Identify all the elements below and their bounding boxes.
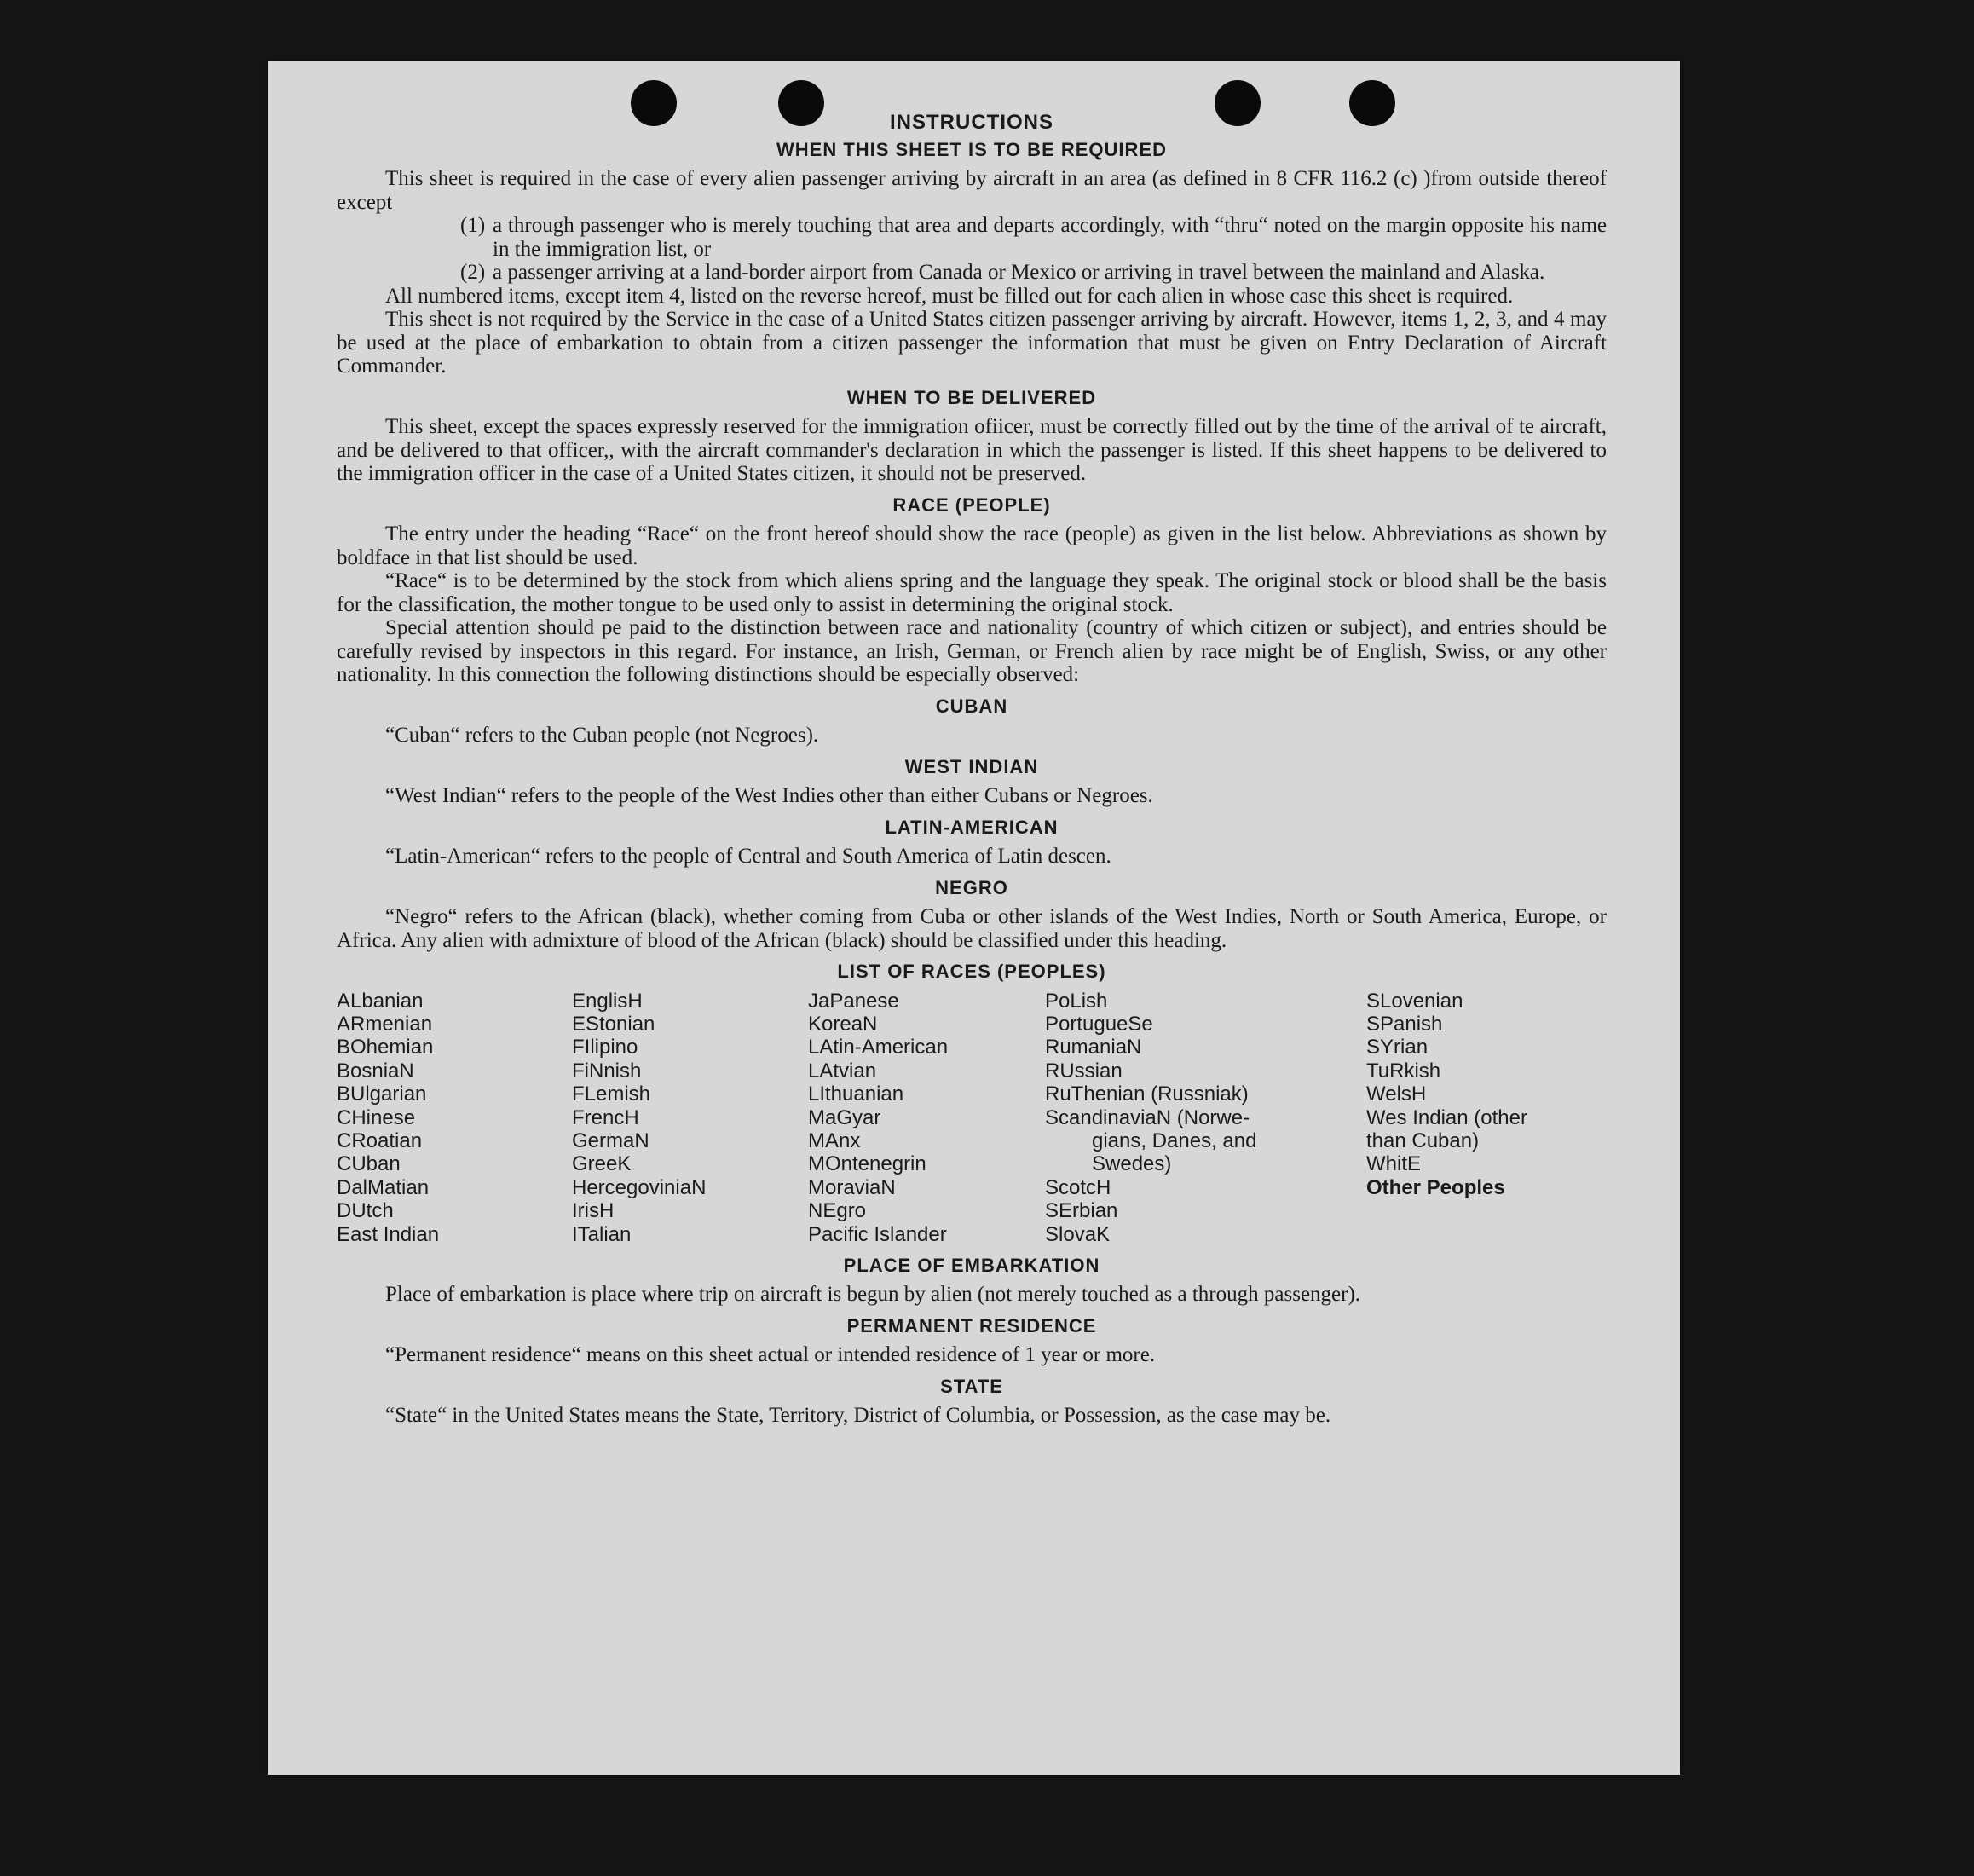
paragraph: “Permanent residence“ means on this sheet actual or intended residence of 1 year or more. <box>385 1343 1156 1367</box>
race-entry: FrencH <box>572 1105 639 1129</box>
paragraph: This sheet, except the spaces expressly reserved for the immigration ofiicer, must be correctly filled out by the time of the arrival of te aircraft, and be delivered to that officer,, with the aircraft commander's declaration in which the passenger is listed. If this sheet happens to be delivered to the immigration officer in the case of a United States citizen, it should not be preserved. <box>337 415 1607 485</box>
section-heading: NEGRO <box>935 876 1008 898</box>
race-entry: LIthuanian <box>808 1082 904 1106</box>
race-entry: BUlgarian <box>337 1082 427 1106</box>
race-entry: EStonian <box>572 1012 655 1036</box>
list-item <box>460 214 1607 261</box>
paragraph: Place of embarkation is place where trip on aircraft is begun by alien (not merely touched as a through passenger). <box>385 1283 1361 1307</box>
paragraph: This sheet is not required by the Service in the case of a United States citizen passenger arriving by aircraft. However, items 1, 2, 3, and 4 may be used at the place of embarkation to obtain from a citizen passenger the information that must be given on Entry Declaration of Aircraft Commander. <box>337 308 1607 378</box>
race-entry: IrisH <box>572 1199 615 1223</box>
paragraph: “Negro“ refers to the African (black), whether coming from Cuba or other islands of the West Indies, North or South America, Europe, or Africa. Any alien with admixture of blood of the African (black) should be classified under this heading. <box>337 905 1607 952</box>
race-entry: TuRkish <box>1366 1059 1441 1082</box>
section-heading: WEST INDIAN <box>904 755 1039 777</box>
section-heading: WHEN THIS SHEET IS TO BE REQUIRED <box>776 138 1167 160</box>
paragraph: “Race“ is to be determined by the stock from which aliens spring and the language they speak. The original stock or blood shall be the basis for the classification, the mother tongue to be used only to assist in determining the original stock. <box>337 569 1607 616</box>
race-entry: than Cuban) <box>1366 1128 1480 1152</box>
race-entry: gians, Danes, and <box>1092 1128 1257 1152</box>
race-entry: GermaN <box>572 1128 649 1152</box>
race-entry: MoraviaN <box>808 1175 896 1199</box>
race-entry: PortugueSe <box>1045 1012 1153 1036</box>
section-heading: LATIN-AMERICAN <box>885 816 1059 838</box>
instructions-body <box>337 111 1607 1428</box>
race-entry: ScandinaviaN (Norwe- <box>1045 1105 1250 1129</box>
race-entry: FIlipino <box>572 1036 638 1059</box>
races-column <box>337 990 572 1246</box>
section-heading: PLACE OF EMBARKATION <box>843 1254 1100 1276</box>
race-entry: HercegoviniaN <box>572 1175 707 1199</box>
section-heading: RACE (PEOPLE) <box>892 494 1051 516</box>
races-column <box>808 990 1045 1246</box>
race-entry: EnglisH <box>572 989 643 1013</box>
section-heading: STATE <box>940 1375 1003 1397</box>
section-heading: LIST OF RACES (PEOPLES) <box>837 961 1106 982</box>
race-entry: ALbanian <box>337 989 424 1013</box>
race-entry: WelsH <box>1366 1082 1427 1106</box>
races-column <box>1045 990 1366 1246</box>
paragraph: “Latin-American“ refers to the people of Central and South America of Latin descen. <box>385 845 1111 868</box>
race-entry: East Indian <box>337 1222 440 1246</box>
race-entry: Other Peoples <box>1366 1175 1505 1199</box>
races-column <box>572 990 808 1246</box>
race-entry: SErbian <box>1045 1199 1118 1223</box>
race-entry: RUssian <box>1045 1059 1123 1082</box>
race-entry: RuThenian (Russniak) <box>1045 1082 1249 1106</box>
list-item <box>460 261 1607 285</box>
paragraph: This sheet is required in the case of every alien passenger arriving by aircraft in an area (as defined in 8 CFR 116.2 (c) )from outside thereof except <box>337 167 1607 214</box>
paragraph: “State“ in the United States means the State, Territory, District of Columbia, or Possession, as the case may be. <box>385 1404 1331 1428</box>
race-entry: Swedes) <box>1092 1152 1172 1176</box>
section-heading: CUBAN <box>935 695 1008 717</box>
paragraph: All numbered items, except item 4, listed on the reverse hereof, must be filled out for each alien in whose case this sheet is required. <box>385 284 1514 308</box>
race-entry: LAtvian <box>808 1059 877 1082</box>
race-entry: MOntenegrin <box>808 1152 926 1176</box>
race-entry: MAnx <box>808 1128 861 1152</box>
race-entry: ITalian <box>572 1222 632 1246</box>
section-heading: WHEN TO BE DELIVERED <box>846 386 1097 408</box>
paragraph: “Cuban“ refers to the Cuban people (not Negroes). <box>385 724 819 747</box>
race-entry: ARmenian <box>337 1012 433 1036</box>
race-entry: FLemish <box>572 1082 651 1106</box>
races-column <box>1366 990 1607 1246</box>
race-entry: SlovaK <box>1045 1222 1111 1246</box>
race-entry: BOhemian <box>337 1036 434 1059</box>
race-entry: WhitE <box>1366 1152 1422 1176</box>
race-entry: FiNnish <box>572 1059 642 1082</box>
race-entry: CRoatian <box>337 1128 423 1152</box>
section-heading: PERMANENT RESIDENCE <box>846 1314 1097 1336</box>
race-entry: GreeK <box>572 1152 632 1176</box>
item-text: a through passenger who is merely touching that area and departs accordingly, with “thru“ noted on the margin opposite his name in the immigration list, or <box>493 214 1607 261</box>
race-entry: CUban <box>337 1152 401 1176</box>
item-text: a passenger arriving at a land-border airport from Canada or Mexico or arriving in travel between the mainland and Alaska. <box>493 261 1545 284</box>
race-entry: Wes Indian (other <box>1366 1105 1527 1129</box>
race-entry: ScotcH <box>1045 1175 1111 1199</box>
race-entry: JaPanese <box>808 989 899 1013</box>
paragraph: “West Indian“ refers to the people of the West Indies other than either Cubans or Negroes. <box>385 784 1153 807</box>
race-entry: BosniaN <box>337 1059 414 1082</box>
paragraph: The entry under the heading “Race“ on the front hereof should show the race (people) as given in the list below. Abbreviations as shown by boldface in that list should be used. <box>337 522 1607 569</box>
race-entry: PoLish <box>1045 989 1108 1013</box>
race-entry: SLovenian <box>1366 989 1463 1013</box>
race-entry: MaGyar <box>808 1105 881 1129</box>
page-title: INSTRUCTIONS <box>890 111 1053 134</box>
race-entry: SYrian <box>1366 1036 1429 1059</box>
race-entry: SPanish <box>1366 1012 1443 1036</box>
item-number: (2) <box>460 261 486 284</box>
race-entry: CHinese <box>337 1105 416 1129</box>
race-entry: Pacific Islander <box>808 1222 947 1246</box>
item-number: (1) <box>460 214 486 237</box>
paragraph: Special attention should pe paid to the distinction between race and nationality (country of which citizen or subject), and entries should be carefully revised by inspectors in this regard. For instance, an Irish, German, or French alien by race might be of English, Swiss, or any other nationality. In this connection the following distinctions should be especially observed: <box>337 616 1607 686</box>
race-entry: LAtin-American <box>808 1036 949 1059</box>
race-entry: NEgro <box>808 1199 867 1223</box>
races-list <box>337 990 1607 1246</box>
race-entry: RumaniaN <box>1045 1036 1142 1059</box>
race-entry: KoreaN <box>808 1012 878 1036</box>
race-entry: DUtch <box>337 1199 394 1223</box>
race-entry: DalMatian <box>337 1175 430 1199</box>
document-sheet <box>268 61 1680 1775</box>
